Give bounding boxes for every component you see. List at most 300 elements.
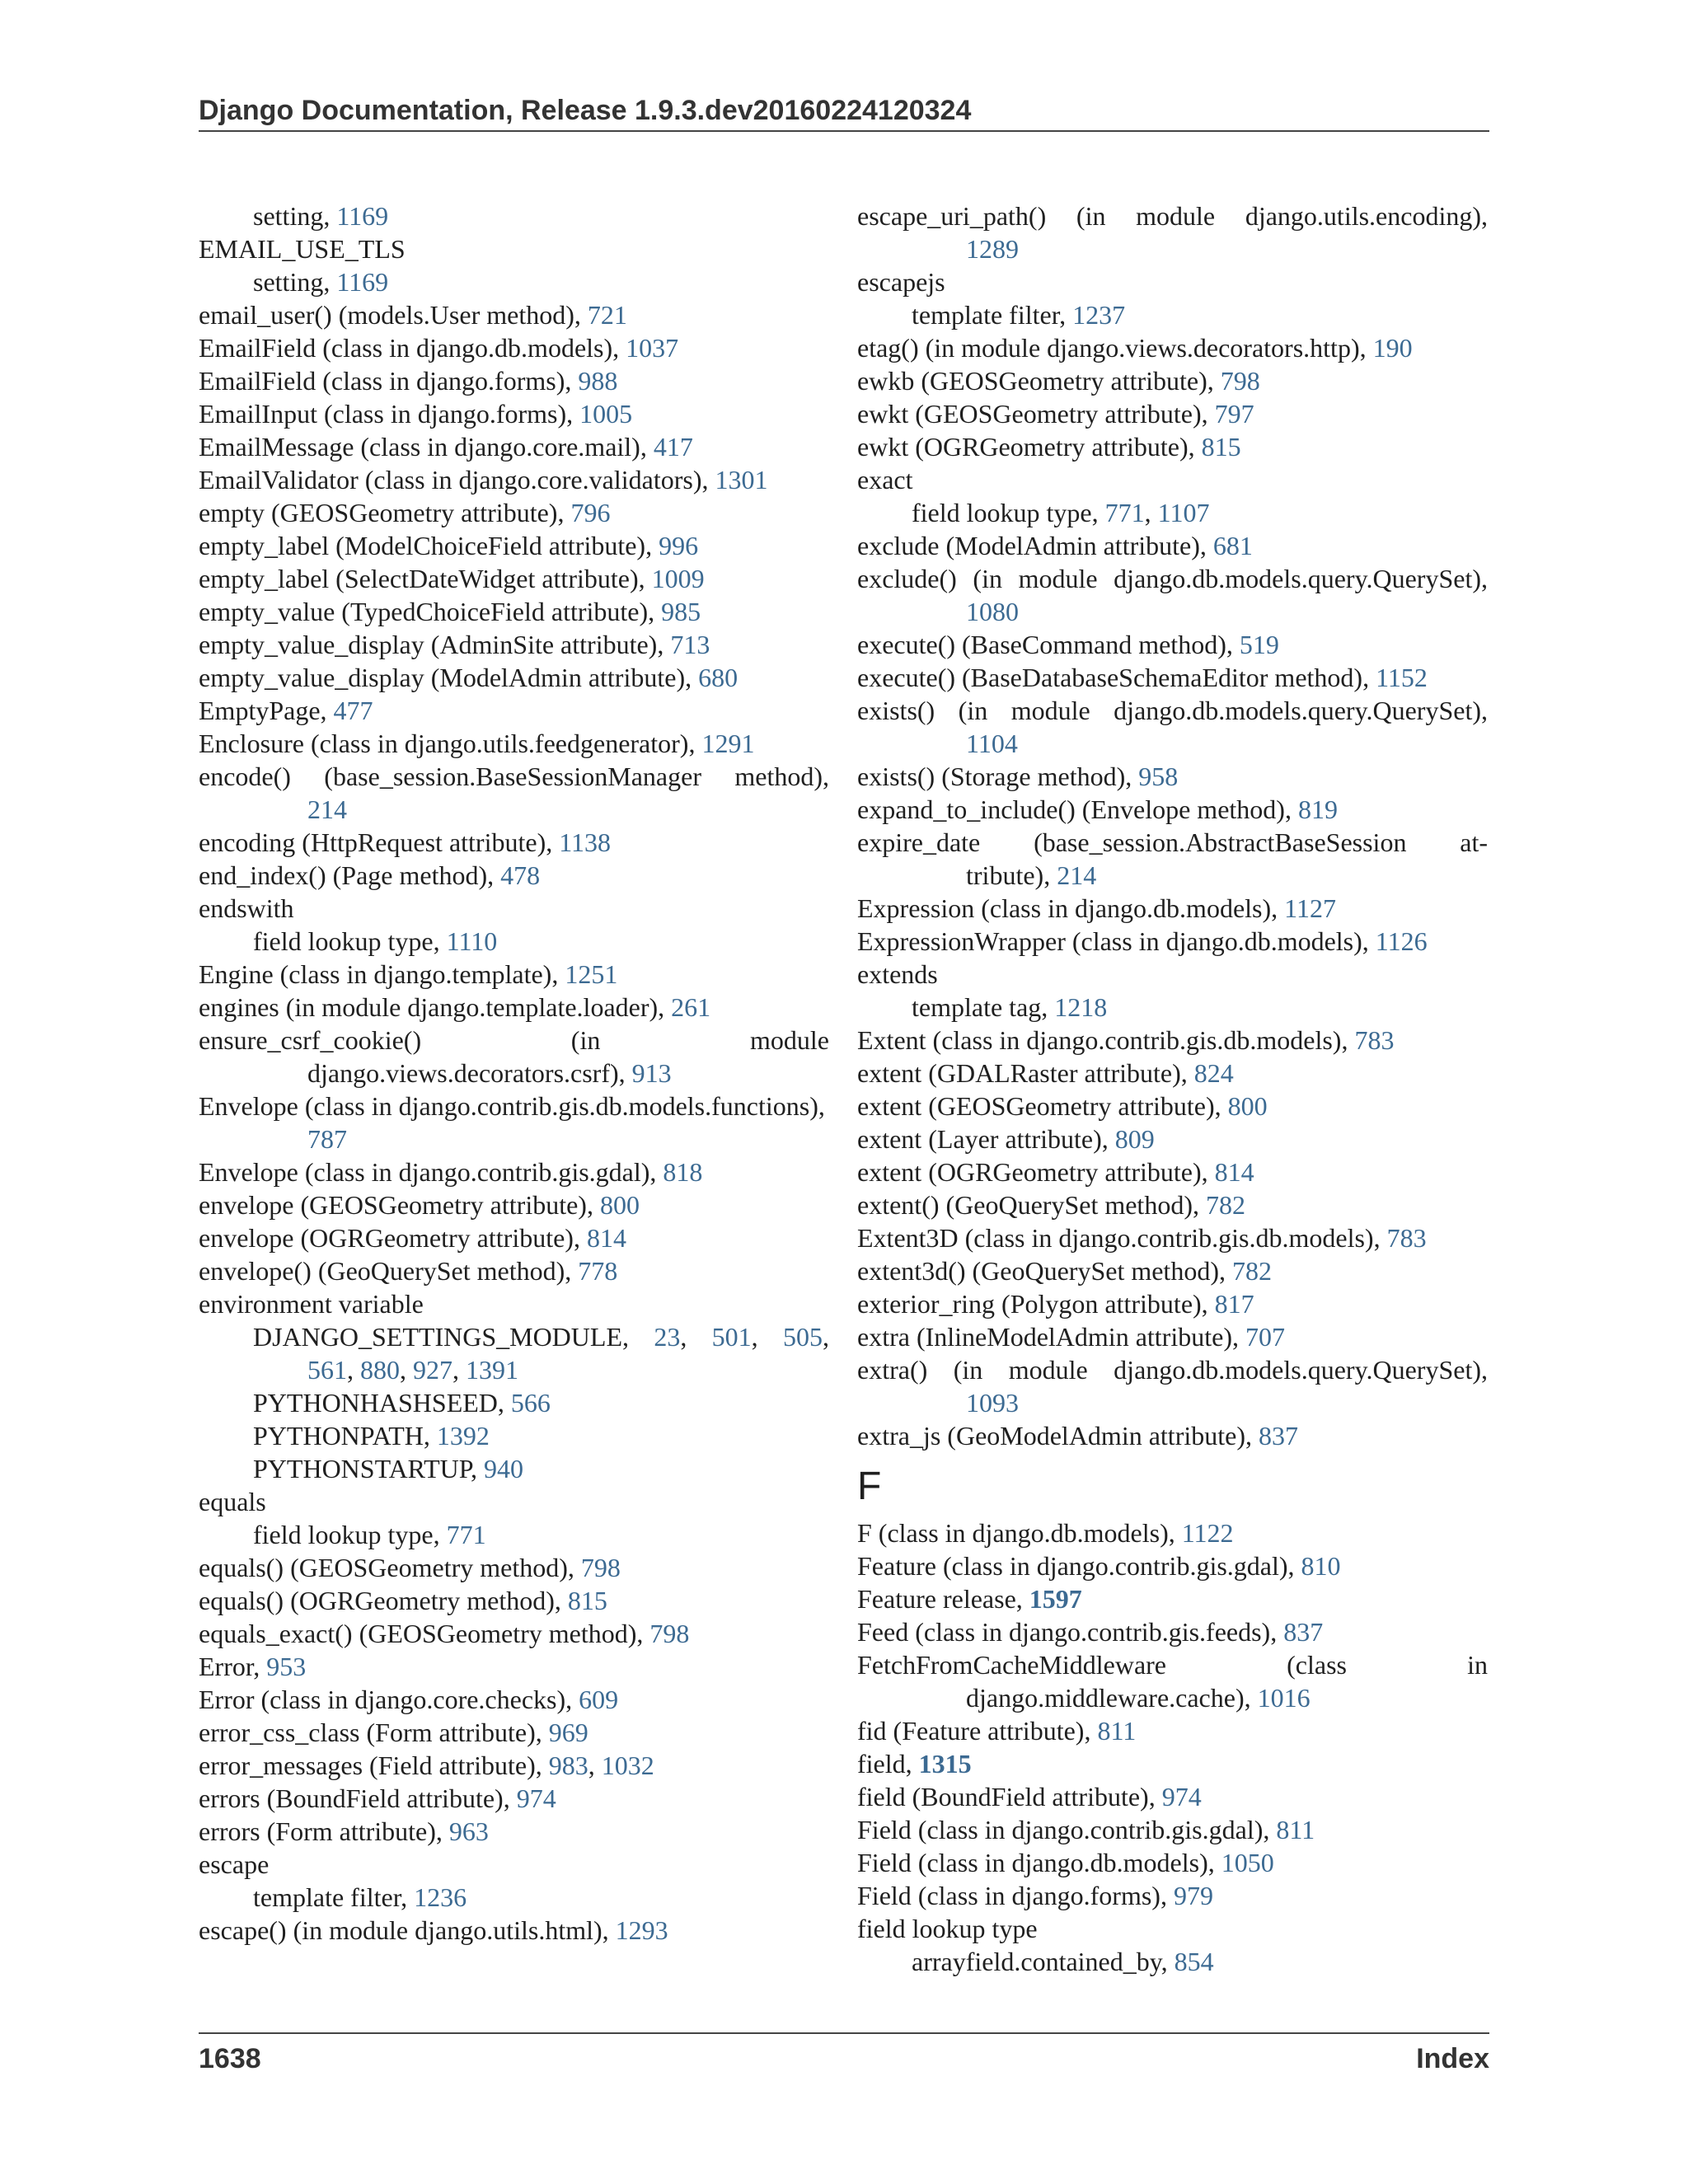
- index-entry-text: Error,: [199, 1652, 267, 1681]
- page-reference-link[interactable]: 771: [1104, 498, 1145, 527]
- index-entry-text: exact: [857, 465, 913, 494]
- index-entry-text: django.middleware.cache),: [966, 1683, 1258, 1713]
- index-subentry: [199, 1386, 829, 1419]
- page-reference-link[interactable]: 974: [1161, 1782, 1202, 1811]
- index-entry: [857, 694, 1488, 727]
- index-entry-text: PYTHONHASHSEED,: [253, 1388, 511, 1418]
- index-entry-text: encode() (base_session.BaseSessionManager method),: [199, 762, 829, 791]
- index-entry: [857, 1188, 1488, 1221]
- section-letter-heading: F: [857, 1465, 882, 1508]
- index-entry: [199, 1221, 829, 1254]
- index-subentry: [857, 1945, 1488, 1978]
- index-entry: [857, 331, 1488, 364]
- index-entry-text: Enclosure (class in django.utils.feedgenerator),: [199, 729, 702, 758]
- page-reference-link[interactable]: 1236: [414, 1882, 467, 1912]
- index-entry-text: Feature release,: [857, 1584, 1029, 1614]
- page-reference-link[interactable]: 854: [1174, 1947, 1214, 1976]
- page-reference-link[interactable]: 958: [1138, 762, 1179, 791]
- page-reference-link[interactable]: 261: [671, 992, 711, 1022]
- index-entry-continuation: [857, 859, 1488, 892]
- page-reference-link[interactable]: 811: [1276, 1815, 1315, 1844]
- page-reference-link[interactable]: 979: [1173, 1881, 1213, 1910]
- page-reference-link[interactable]: 1032: [601, 1750, 654, 1780]
- page-reference-link[interactable]: 561: [307, 1355, 347, 1385]
- page-reference-link[interactable]: 782: [1205, 1190, 1245, 1220]
- index-entry-text: EmailValidator (class in django.core.validators),: [199, 465, 715, 494]
- index-entry: [857, 1912, 1488, 1945]
- index-entry: [199, 1683, 829, 1716]
- page-reference-link[interactable]: 681: [1212, 531, 1253, 560]
- index-entry-text: Field (class in django.contrib.gis.gdal),: [857, 1815, 1277, 1844]
- index-entry: [857, 793, 1488, 826]
- index-entry: [857, 265, 1488, 298]
- page-reference-link[interactable]: 680: [698, 663, 738, 692]
- index-entry-text: empty_label (SelectDateWidget attribute),: [199, 564, 652, 593]
- index-entry: [857, 1780, 1488, 1813]
- index-entry-text: email_user() (models.User method),: [199, 300, 588, 330]
- page-reference-link[interactable]: 23: [654, 1322, 681, 1352]
- index-entry: [199, 991, 829, 1024]
- page-reference-link[interactable]: 778: [578, 1256, 618, 1286]
- page-reference-link[interactable]: 1237: [1072, 300, 1126, 330]
- index-entry-text: envelope (GEOSGeometry attribute),: [199, 1190, 600, 1220]
- index-entry: [857, 1320, 1488, 1353]
- index-entry-text: EmailField (class in django.db.models),: [199, 333, 626, 363]
- header-rule: [199, 130, 1489, 132]
- index-entry: [199, 562, 829, 595]
- index-entry-text: errors (Form attribute),: [199, 1816, 449, 1846]
- index-entry-text: environment variable: [199, 1289, 424, 1319]
- page-reference-link[interactable]: 809: [1114, 1124, 1155, 1154]
- page-reference-link[interactable]: 953: [266, 1652, 307, 1681]
- page-reference-link[interactable]: 1301: [715, 465, 768, 494]
- index-entry-continuation: [199, 793, 829, 826]
- page-reference-link[interactable]: 963: [448, 1816, 489, 1846]
- page-reference-link[interactable]: 988: [578, 366, 618, 396]
- page-reference-link[interactable]: 913: [631, 1058, 672, 1088]
- index-entry: [857, 1582, 1488, 1615]
- index-entry-text: engines (in module django.template.loader),: [199, 992, 672, 1022]
- index-entry: [199, 397, 829, 430]
- page-reference-link[interactable]: 1138: [559, 827, 612, 857]
- page-reference-link[interactable]: 800: [1227, 1091, 1268, 1121]
- page-reference-link[interactable]: 818: [663, 1157, 703, 1187]
- index-entry: [199, 1650, 829, 1683]
- index-group-f: [857, 1516, 1488, 1978]
- index-subentry: field lookup type, 771, 1107: [912, 498, 1210, 527]
- index-entry: [857, 1615, 1488, 1648]
- page-reference-link[interactable]: 837: [1258, 1421, 1298, 1451]
- index-entry: [857, 430, 1488, 463]
- page-reference-link[interactable]: 1005: [579, 399, 633, 429]
- index-entry: [857, 1846, 1488, 1879]
- index-entry-text: empty_value_display (ModelAdmin attribute),: [199, 663, 699, 692]
- index-entry: [199, 1551, 829, 1584]
- index-entry: [857, 661, 1488, 694]
- index-entry-text: field lookup type,: [253, 926, 447, 956]
- index-column-left: [199, 199, 829, 1947]
- index-entry: [199, 595, 829, 628]
- page-reference-link[interactable]: 783: [1386, 1223, 1427, 1253]
- index-entry: [857, 529, 1488, 562]
- index-entry-text: template filter,: [253, 1882, 415, 1912]
- index-entry: [199, 1716, 829, 1749]
- index-entry-text: EmailInput (class in django.forms),: [199, 399, 580, 429]
- page-reference-link[interactable]: 811: [1097, 1716, 1137, 1746]
- index-entry-text: Error (class in django.core.checks),: [199, 1685, 579, 1714]
- page-reference-link[interactable]: 796: [570, 498, 611, 527]
- index-entry: [857, 1549, 1488, 1582]
- page-reference-link[interactable]: 798: [1220, 366, 1260, 396]
- index-entry-text: envelope() (GeoQuerySet method),: [199, 1256, 579, 1286]
- index-entry-text: expire_date (base_session.AbstractBaseSession at-: [857, 827, 1488, 857]
- page-reference-link[interactable]: 417: [653, 432, 693, 462]
- index-entry-text: empty (GEOSGeometry attribute),: [199, 498, 571, 527]
- index-entry: [857, 1879, 1488, 1912]
- index-entry-text: FetchFromCacheMiddleware (class in: [857, 1650, 1488, 1680]
- index-entry: [857, 925, 1488, 958]
- index-entry: [199, 232, 829, 265]
- footer-section-name: Index: [1416, 2043, 1489, 2074]
- index-entry-text: escape: [199, 1849, 270, 1879]
- page-reference-link[interactable]: 1597: [1029, 1584, 1082, 1614]
- index-entry-continuation: [857, 1681, 1488, 1714]
- page-reference-link[interactable]: 1152: [1376, 663, 1428, 692]
- index-entry: [857, 892, 1488, 925]
- index-entry: [857, 562, 1488, 595]
- index-entry: [857, 628, 1488, 661]
- page-reference-link[interactable]: 797: [1214, 399, 1254, 429]
- page-reference-link[interactable]: 713: [670, 630, 710, 659]
- index-entry: [857, 1155, 1488, 1188]
- index-entry-text: equals_exact() (GEOSGeometry method),: [199, 1619, 650, 1648]
- index-entry: [857, 1419, 1488, 1452]
- page-reference-link[interactable]: 996: [659, 531, 699, 560]
- index-subentry: [857, 991, 1488, 1024]
- index-entry: [199, 1155, 829, 1188]
- index-entry-text: end_index() (Page method),: [199, 860, 501, 890]
- index-subentry: DJANGO_SETTINGS_MODULE, 23, 501, 505,: [253, 1322, 830, 1352]
- page-reference-link[interactable]: 824: [1193, 1058, 1234, 1088]
- index-entry-continuation: 561, 880, 927, 1391: [307, 1355, 518, 1385]
- page-reference-link[interactable]: 1126: [1375, 926, 1428, 956]
- page-reference-link[interactable]: 1293: [615, 1915, 668, 1945]
- index-entry-text: execute() (BaseDatabaseSchemaEditor method),: [857, 663, 1376, 692]
- page-reference-link[interactable]: 1392: [436, 1421, 490, 1451]
- index-entry-continuation: [857, 595, 1488, 628]
- page-reference-link[interactable]: 190: [1372, 333, 1413, 363]
- index-entry-text: ExpressionWrapper (class in django.db.models),: [857, 926, 1376, 956]
- index-entry-text: errors (BoundField attribute),: [199, 1783, 517, 1813]
- index-entry: [857, 463, 1488, 496]
- index-entry: [199, 463, 829, 496]
- index-entry-text: extent (GDALRaster attribute),: [857, 1058, 1194, 1088]
- page-reference-link[interactable]: 817: [1214, 1289, 1254, 1319]
- index-entry-text: EmptyPage,: [199, 696, 334, 725]
- index-entry: [199, 331, 829, 364]
- page-reference-link[interactable]: 501: [711, 1322, 752, 1352]
- page-reference-link[interactable]: 985: [661, 597, 701, 626]
- page-reference-link[interactable]: 1016: [1257, 1683, 1311, 1713]
- index-subentry: [857, 298, 1488, 331]
- page-reference-link[interactable]: 477: [333, 696, 373, 725]
- index-entry: [857, 958, 1488, 991]
- page-reference-link[interactable]: 1391: [466, 1355, 518, 1385]
- page-reference-link[interactable]: 1050: [1221, 1848, 1274, 1877]
- index-entry-text: extent (Layer attribute),: [857, 1124, 1115, 1154]
- index-entry-text: exclude (ModelAdmin attribute),: [857, 531, 1213, 560]
- page-reference-link[interactable]: 1104: [966, 729, 1018, 758]
- index-entry: [199, 1287, 829, 1320]
- index-entry: [857, 397, 1488, 430]
- index-entry-text: exclude() (in module django.db.models.query.QuerySet),: [857, 564, 1488, 593]
- index-entry-text: EmailField (class in django.forms),: [199, 366, 579, 396]
- index-entry: [857, 1122, 1488, 1155]
- page-reference-link[interactable]: 798: [649, 1619, 690, 1648]
- index-entry-text: extends: [857, 959, 938, 989]
- index-entry-text: execute() (BaseCommand method),: [857, 630, 1240, 659]
- index-entry-text: setting,: [253, 201, 337, 231]
- index-entry-text: DJANGO_SETTINGS_MODULE,: [253, 1322, 654, 1352]
- index-entry-continuation: [857, 232, 1488, 265]
- page-reference-link[interactable]: 787: [307, 1124, 347, 1154]
- index-entry-text: Field (class in django.forms),: [857, 1881, 1174, 1910]
- index-subentry: [199, 265, 829, 298]
- page-reference-link[interactable]: 814: [586, 1223, 626, 1253]
- index-entry: [857, 1221, 1488, 1254]
- page-reference-link[interactable]: 214: [307, 794, 347, 824]
- index-entry: [857, 1747, 1488, 1780]
- index-entry-text: error_css_class (Form attribute),: [199, 1718, 549, 1747]
- index-entry-text: extent (GEOSGeometry attribute),: [857, 1091, 1228, 1121]
- index-entry-text: PYTHONPATH,: [253, 1421, 437, 1451]
- index-entry: [857, 1254, 1488, 1287]
- index-entry: [199, 661, 829, 694]
- page-reference-link[interactable]: 1080: [966, 597, 1019, 626]
- page-reference-link[interactable]: 815: [567, 1586, 607, 1615]
- index-entry: [199, 628, 829, 661]
- index-entry: [199, 760, 829, 793]
- page-reference-link[interactable]: 798: [580, 1553, 621, 1582]
- index-entry: [199, 1188, 829, 1221]
- index-entry: [857, 199, 1488, 232]
- index-subentry: [199, 199, 829, 232]
- page-reference-link[interactable]: 1169: [336, 201, 389, 231]
- page-reference-link[interactable]: 1009: [651, 564, 705, 593]
- page-reference-link[interactable]: 1093: [966, 1388, 1019, 1418]
- index-entry: [857, 1714, 1488, 1747]
- index-entry-text: extent3d() (GeoQuerySet method),: [857, 1256, 1232, 1286]
- index-entry-text: exterior_ring (Polygon attribute),: [857, 1289, 1215, 1319]
- page-reference-link[interactable]: 969: [548, 1718, 588, 1747]
- index-entry-text: template tag,: [912, 992, 1055, 1022]
- index-entry-text: ewkt (OGRGeometry attribute),: [857, 432, 1202, 462]
- index-entry-text: Engine (class in django.template),: [199, 959, 565, 989]
- page-reference-link[interactable]: 1315: [918, 1749, 972, 1779]
- index-entry: [199, 1254, 829, 1287]
- index-entry-text: Envelope (class in django.contrib.gis.gdal),: [199, 1157, 663, 1187]
- index-entry-text: etag() (in module django.views.decorators.http),: [857, 333, 1373, 363]
- index-entry-text: empty_value (TypedChoiceField attribute),: [199, 597, 662, 626]
- page-reference-link[interactable]: 940: [484, 1454, 523, 1483]
- index-entry-text: Feed (class in django.contrib.gis.feeds),: [857, 1617, 1284, 1647]
- index-entry-text: envelope (OGRGeometry attribute),: [199, 1223, 587, 1253]
- index-entry: [199, 430, 829, 463]
- index-entry: [199, 1848, 829, 1881]
- index-entry: [199, 826, 829, 859]
- index-entry-text: fid (Feature attribute),: [857, 1716, 1098, 1746]
- page-reference-link[interactable]: 214: [1057, 860, 1097, 890]
- page-reference-link[interactable]: 983: [548, 1750, 588, 1780]
- index-entry-text: field lookup type,: [253, 1520, 447, 1549]
- page-reference-link[interactable]: 1037: [626, 333, 679, 363]
- page-reference-link[interactable]: 1251: [565, 959, 618, 989]
- page-reference-link[interactable]: 974: [516, 1783, 556, 1813]
- index-entry-text: arrayfield.contained_by,: [912, 1947, 1175, 1976]
- index-entry-text: exists() (in module django.db.models.query.QuerySet),: [857, 696, 1488, 725]
- page-reference-link[interactable]: 566: [510, 1388, 551, 1418]
- page-reference-link[interactable]: 1122: [1181, 1518, 1234, 1548]
- page-reference-link[interactable]: 783: [1354, 1025, 1395, 1055]
- index-entry-text: extent() (GeoQuerySet method),: [857, 1190, 1206, 1220]
- index-entry-text: tribute),: [966, 860, 1057, 890]
- index-entry-text: ewkt (GEOSGeometry attribute),: [857, 399, 1215, 429]
- index-entry-text: field (BoundField attribute),: [857, 1782, 1162, 1811]
- index-entry: [199, 1617, 829, 1650]
- page-reference-link[interactable]: 771: [446, 1520, 486, 1549]
- footer-rule: [199, 2032, 1489, 2034]
- page-reference-link[interactable]: 1127: [1284, 893, 1336, 923]
- index-group-e: [857, 199, 1488, 1452]
- index-entry-text: equals() (GEOSGeometry method),: [199, 1553, 581, 1582]
- page-reference-link[interactable]: 721: [587, 300, 627, 330]
- index-entry: [199, 1584, 829, 1617]
- page-reference-link[interactable]: 478: [500, 860, 541, 890]
- index-entry-text: field lookup type: [857, 1914, 1038, 1943]
- index-subentry: [199, 925, 829, 958]
- index-entry-text: setting,: [253, 267, 337, 297]
- index-entry-continuation: [199, 1057, 829, 1090]
- page-reference-link[interactable]: 1289: [966, 234, 1019, 264]
- index-entry-text: template filter,: [912, 300, 1073, 330]
- index-entry-text: empty_label (ModelChoiceField attribute),: [199, 531, 659, 560]
- page-reference-link[interactable]: 609: [579, 1685, 619, 1714]
- page-reference-link[interactable]: 927: [413, 1355, 452, 1385]
- index-entry-text: equals() (OGRGeometry method),: [199, 1586, 568, 1615]
- page-reference-link[interactable]: 1110: [446, 926, 498, 956]
- index-entry-text: endswith: [199, 893, 294, 923]
- index-entry-text: encoding (HttpRequest attribute),: [199, 827, 560, 857]
- index-entry-text: equals: [199, 1487, 266, 1516]
- index-entry: [199, 1782, 829, 1815]
- page-reference-link[interactable]: 814: [1214, 1157, 1254, 1187]
- index-entry-text: EmailMessage (class in django.core.mail),: [199, 432, 654, 462]
- index-column-right: [857, 199, 1488, 1978]
- index-subentry: [199, 1881, 829, 1914]
- index-entry-text: extra (InlineModelAdmin attribute),: [857, 1322, 1245, 1352]
- index-entry-text: error_messages (Field attribute),: [199, 1750, 549, 1780]
- index-entry: [199, 1815, 829, 1848]
- index-entry: [199, 958, 829, 991]
- index-entry: [199, 1090, 829, 1122]
- index-entry-text: ensure_csrf_cookie() (in module: [199, 1025, 829, 1055]
- index-entry-continuation: [857, 727, 1488, 760]
- index-entry: [199, 694, 829, 727]
- index-entry: [199, 859, 829, 892]
- index-entry-text: escape() (in module django.utils.html),: [199, 1915, 616, 1945]
- index-entry-text: field,: [857, 1749, 919, 1779]
- index-entry-text: escape_uri_path() (in module django.utils.encoding),: [857, 201, 1488, 231]
- page-reference-link[interactable]: 505: [783, 1322, 823, 1352]
- index-entry: [199, 1024, 829, 1057]
- index-entry: [857, 1516, 1488, 1549]
- index-entry-text: field lookup type,: [912, 498, 1105, 527]
- page-reference-link[interactable]: 1169: [336, 267, 389, 297]
- index-entry: [857, 1287, 1488, 1320]
- page-reference-link[interactable]: 819: [1297, 794, 1338, 824]
- index-entry-text: exists() (Storage method),: [857, 762, 1139, 791]
- index-entry-continuation: [199, 1122, 829, 1155]
- index-entry-text: Feature (class in django.contrib.gis.gdal),: [857, 1551, 1301, 1581]
- index-subentry: [199, 1518, 829, 1551]
- index-entry: [199, 298, 829, 331]
- page-reference-link[interactable]: 837: [1283, 1617, 1324, 1647]
- index-entry: [199, 1485, 829, 1518]
- page-reference-link[interactable]: 707: [1245, 1322, 1285, 1352]
- index-entry: [199, 892, 829, 925]
- index-entry-text: Envelope (class in django.contrib.gis.db.models.functions),: [199, 1091, 825, 1121]
- page-reference-link[interactable]: 1291: [701, 729, 755, 758]
- index-entry: [857, 1057, 1488, 1090]
- index-entry-text: PYTHONSTARTUP,: [253, 1454, 484, 1483]
- index-entry: [857, 1813, 1488, 1846]
- index-entry-text: extra_js (GeoModelAdmin attribute),: [857, 1421, 1259, 1451]
- page-reference-link[interactable]: 1107: [1157, 498, 1210, 527]
- index-subentry: [199, 1452, 829, 1485]
- index-entry: [857, 1024, 1488, 1057]
- index-entry: [199, 727, 829, 760]
- page-reference-link[interactable]: 810: [1301, 1551, 1341, 1581]
- page-header-title: Django Documentation, Release 1.9.3.dev20160224120324: [199, 95, 972, 126]
- index-entry-text: expand_to_include() (Envelope method),: [857, 794, 1298, 824]
- index-entry-text: django.views.decorators.csrf),: [307, 1058, 632, 1088]
- index-entry-text: EMAIL_USE_TLS: [199, 234, 406, 264]
- index-entry: [199, 364, 829, 397]
- index-entry: [857, 760, 1488, 793]
- index-entry-text: ewkb (GEOSGeometry attribute),: [857, 366, 1221, 396]
- index-entry-text: empty_value_display (AdminSite attribute),: [199, 630, 671, 659]
- index-entry: [199, 529, 829, 562]
- page-reference-link[interactable]: 1218: [1054, 992, 1108, 1022]
- index-entry-text: Field (class in django.db.models),: [857, 1848, 1221, 1877]
- index-entry: [857, 826, 1488, 859]
- page-number: 1638: [199, 2043, 261, 2074]
- index-entry-text: F (class in django.db.models),: [857, 1518, 1182, 1548]
- index-entry-text: extra() (in module django.db.models.query.QuerySet),: [857, 1355, 1488, 1385]
- page-reference-link[interactable]: 519: [1239, 630, 1279, 659]
- page-reference-link[interactable]: 782: [1231, 1256, 1272, 1286]
- page-reference-link[interactable]: 880: [360, 1355, 400, 1385]
- index-entry: [857, 1353, 1488, 1386]
- index-entry-text: Extent (class in django.contrib.gis.db.models),: [857, 1025, 1355, 1055]
- index-entry-text: Expression (class in django.db.models),: [857, 893, 1285, 923]
- page-reference-link[interactable]: 800: [599, 1190, 640, 1220]
- page-reference-link[interactable]: 815: [1201, 432, 1241, 462]
- index-entry: [199, 496, 829, 529]
- index-entry: error_messages (Field attribute), 983, 1032: [199, 1750, 654, 1780]
- index-entry: [857, 1090, 1488, 1122]
- index-entry-text: Extent3D (class in django.contrib.gis.db.models),: [857, 1223, 1387, 1253]
